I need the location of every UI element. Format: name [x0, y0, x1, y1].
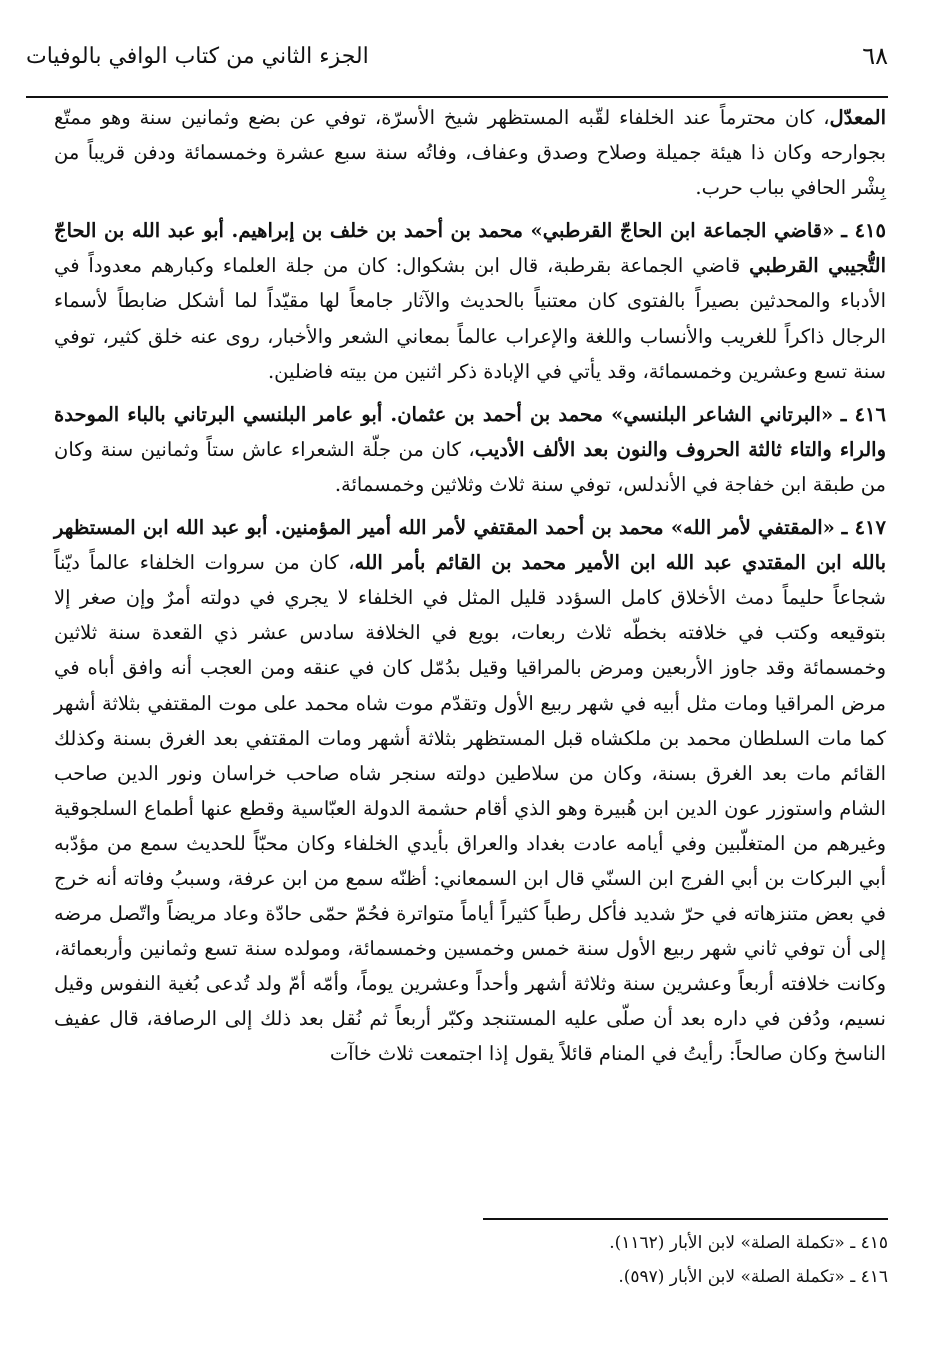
running-head: [26, 30, 888, 90]
intro-text: ، كان محترماً عند الخلفاء لقّبه المستظهر شيخ الأسرّة، توفي عن بضع وثمانين سنة وهو ممتّع بجوارحه وكان ذا هيئة جميلة وصلاح وصدق وعفاف، وفاتُه سنة سبع عشرة وخمسمائة ودفن قريباً من بِشْر الحافي بباب حرب.: [54, 106, 886, 200]
entry-heading: «قاضي الجماعة ابن الحاجّ القرطبي» محمد بن أحمد بن خلف بن إبراهيم. أبو عبد الله بن الحاجّ التُّجيبي القرطبي: [54, 219, 886, 278]
entry-416: [54, 397, 886, 502]
entry-number: ٤١٧ ـ: [841, 516, 886, 540]
entry-text: ، كان من جلّة الشعراء عاش ستاً وثمانين سنة وكان من طبقة ابن خفاجة في الأندلس، توفي سنة ثلاث وثلاثين وخمسمائة.: [54, 437, 886, 496]
intro-paragraph: [54, 100, 886, 205]
footnotes: [58, 1226, 888, 1294]
intro-bold-name: المعدّل: [829, 106, 886, 129]
footnote-415: ٤١٥ ـ «تكملة الصلة» لابن الأبار (١١٦٢).: [609, 1233, 888, 1253]
entry-417: [54, 510, 886, 1072]
entry-415: [54, 213, 886, 388]
entry-number: ٤١٦ ـ: [840, 402, 886, 426]
entry-text: قاضي الجماعة بقرطبة، قال ابن بشكوال: كان من جلة العلماء وكبارهم معدوداً في الأدباء والمحدثين بصيراً بالفتوى كان معتنياً بالحديث والآثار جامعاً لها مقيّداً لما أشكل ضابطاً لأسماء الرجال ذاكراً للغريب والأنساب واللغة والإعراب عالماً بمعاني الشعر والأخبار، روى عنه خلق كثير، توفي سنة تسع وعشرين وخمسمائة، وقد يأتي في الإبادة ذكر اثنين من بيته فاضلين.: [54, 254, 886, 383]
entry-number: ٤١٥ ـ: [841, 219, 886, 243]
main-text: [54, 100, 886, 1080]
header-divider: [26, 96, 888, 98]
running-head-title: الجزء الثاني من كتاب الوافي بالوفيات: [26, 44, 369, 69]
entry-text: ، كان من سروات الخلفاء عالماً ديّناً شجاعاً حليماً دمث الأخلاق كامل السؤدد قليل المثل في الخلفاء لا يجري في دولته أمرٌ وإن صغر إلا بتوقيعه وكتب في خلافته بخطّه ثلاث ربعات، بويع في الخلافة سادس عشر ذي القعدة سنة ثلاثين وخمسمائة وقد جاوز الأربعين ومرض بالمراقيا وقيل بدُمّل كان في عنقه ومن العجب أنه وافق أباه في مرض المراقيا ومات مثل أبيه في شهر ربيع الأول وتقدّم موت شاه محمد على موت المقتفي بثلاثة أشهر كما مات السلطان محمد بن ملكشاه قبل المستظهر بثلاثة أشهر ومات المقتفي بعد الغرق بسنة وكذلك القائم مات بعد الغرق بسنة، وكان من سلاطين دولته سنجر شاه صاحب خراسان ونور الدين صاحب الشام واستوزر عون الدين ابن هُبيرة وهو الذي أقام حشمة الدولة العبّاسية وقطع عنها أطماع السلجوقية وغيرهم من المتغلّبين وفي أيامه عادت بغداد والعراق بأيدي الخلفاء وكان محبّاً للحديث سمع من مؤدّبه أبي البركات بن أبي الفرج ابن السنّي قال ابن السمعاني: أظنّه سمع من ابن عرفة، وسببُ وفاته أنه خرج في بعض متنزهاته في حرّ شديد فأكل رطباً كثيراً أياماً متواترة فحُمّ حمّى حادّة وعاد مريضاً واتّصل مرضه إلى أن توفي ثاني شهر ربيع الأول سنة خمس وخمسين وخمسمائة، ومولده سنة تسع وثمانين وأربعمائة، وكانت خلافته أربعاً وعشرين سنة وثلاثة أشهر وأحداً وعشرين يوماً، وأمّه أمّ ولد تُدعى بُغية النفوس وقيل نسيم، ودُفن في داره بعد أن صلّى عليه المستنجد وكبّر أربعاً ثم نُقل بعد ذلك إلى الرصافة، قال عفيف الناسخ وكان صالحاً: رأيتُ في المنام قائلاً يقول إذا اجتمعت ثلاث خاآت: [54, 551, 886, 1066]
page-number: ٦٨: [862, 42, 888, 70]
entry-heading: «المقتفي لأمر الله» محمد بن أحمد المقتفي لأمر الله أمير المؤمنين. أبو عبد الله ابن المستظهر بالله ابن المقتدي عبد الله ابن الأمير محمد بن القائم بأمر الله: [54, 516, 886, 575]
footnote-416: ٤١٦ ـ «تكملة الصلة» لابن الأبار (٥٩٧).: [618, 1267, 888, 1287]
entry-heading: «البرتاني الشاعر البلنسي» محمد بن أحمد بن عثمان. أبو عامر البلنسي البرتاني بالباء الموحدة والراء والتاء ثالثة الحروف والنون بعد الألف الأديب: [54, 402, 886, 461]
footnote-divider: [483, 1218, 888, 1220]
